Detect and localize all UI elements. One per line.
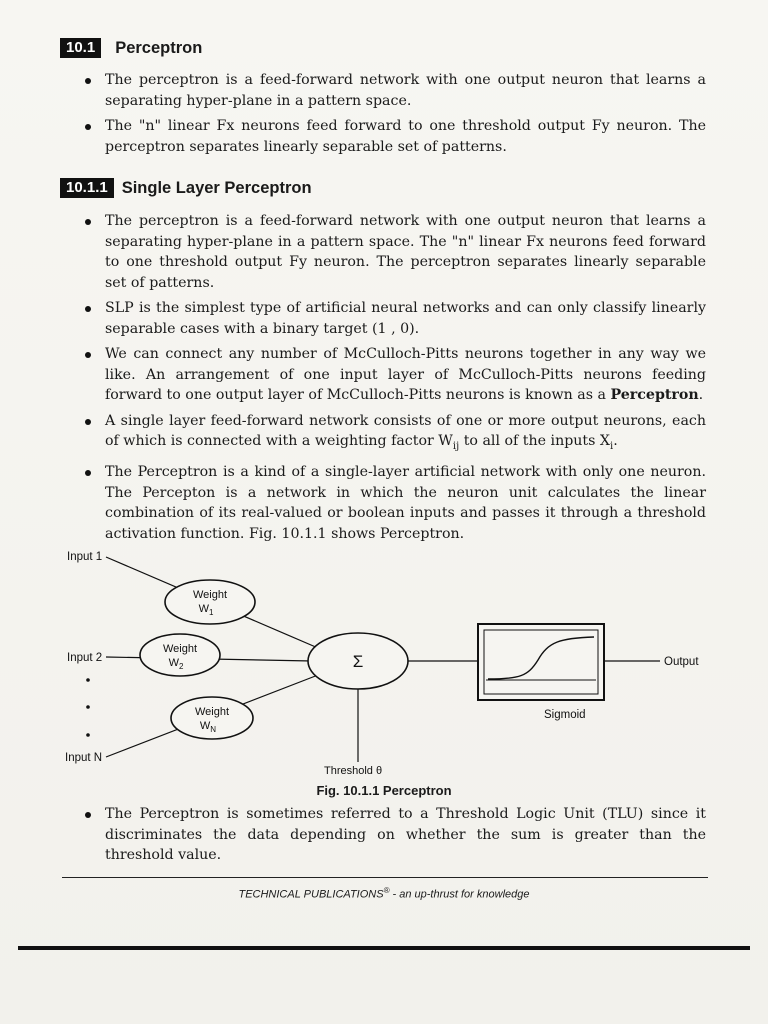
subsection-bullet-list bbox=[84, 211, 706, 549]
weight2-label: Weight bbox=[162, 643, 198, 655]
section-number: 10.1 bbox=[60, 38, 101, 58]
figure-caption: Fig. 10.1.1 Perceptron bbox=[316, 783, 452, 798]
subscript: i bbox=[610, 440, 614, 452]
subsection-bullet bbox=[84, 344, 706, 406]
w-letter: W bbox=[198, 603, 209, 615]
footer-divider bbox=[62, 877, 708, 878]
section-bullet: The "n" linear Fx neurons feed forward to one threshold output Fy neuron. The perceptron separates linearly separable set of patterns. bbox=[84, 116, 706, 157]
weightN-label: Weight bbox=[194, 706, 230, 718]
summation-symbol: Σ bbox=[352, 652, 364, 671]
page-footer bbox=[0, 886, 768, 901]
publisher-name: TECHNICAL PUBLICATIONS bbox=[238, 888, 384, 901]
w-subscript: 2 bbox=[178, 662, 184, 671]
bullet-text: . bbox=[613, 433, 618, 449]
bullet-text: A single layer feed-forward network consists of one or more output neurons, each of which is connected with a weighting factor W bbox=[105, 412, 706, 449]
bullet-text: We can connect any number of McCulloch-Pitts neurons together in any way we like. An arrangement of one input layer of McCulloch-Pitts neurons feeding forward to one output layer of McCulloch-Pitts neurons is known as a bbox=[105, 346, 706, 403]
perceptron-diagram bbox=[0, 540, 768, 790]
section-bullet: The perceptron is a feed-forward network with one output neuron that learns a separating hyper-plane in a pattern space. bbox=[84, 70, 706, 111]
final-bullet: The Perceptron is sometimes referred to a Threshold Logic Unit (TLU) since it discriminates the data depending on whether the sum is greater than the threshold value. bbox=[84, 804, 706, 866]
input2-label: Input 2 bbox=[67, 652, 103, 664]
input1-label: Input 1 bbox=[67, 551, 103, 563]
weight-node-1 bbox=[165, 580, 255, 624]
bullet-text: to all of the inputs X bbox=[459, 433, 611, 449]
w-letter: W bbox=[168, 657, 179, 669]
subsection-number: 10.1.1 bbox=[60, 178, 114, 198]
w-letter: W bbox=[199, 720, 211, 732]
w-subscript: N bbox=[210, 725, 217, 734]
bottom-rule bbox=[18, 946, 750, 950]
ellipsis-dot bbox=[86, 705, 90, 709]
subsection-bullet bbox=[84, 411, 706, 458]
subsection-title: Single Layer Perceptron bbox=[121, 178, 312, 197]
sigmoid-label: Sigmoid bbox=[544, 709, 586, 721]
weight1-label: Weight bbox=[192, 589, 228, 601]
ellipsis-dot bbox=[86, 733, 90, 737]
ellipsis-dot bbox=[86, 678, 90, 682]
final-bullet-list bbox=[84, 804, 706, 871]
output-label: Output bbox=[664, 656, 699, 668]
subsection-bullet: SLP is the simplest type of artificial neural networks and can only classify linearly separable cases with a binary target (1 , 0). bbox=[84, 298, 706, 339]
subsection-bullet: The Perceptron is a kind of a single-layer artificial network with only one neuron. The Percepton is a network in which the neuron unit calculates the linear combination of its real-valued or boolean inputs and passes it through a threshold activation function. Fig. 10.1.1 shows Perceptron. bbox=[84, 462, 706, 544]
sigmoid-box bbox=[478, 624, 604, 700]
subsection-heading bbox=[60, 178, 312, 198]
section-bullet-list bbox=[84, 70, 706, 162]
threshold-label: Threshold θ bbox=[324, 765, 383, 777]
perceptron-term: Perceptron bbox=[610, 387, 699, 403]
inputN-label: Input N bbox=[65, 752, 103, 764]
bullet-text: . bbox=[698, 387, 704, 403]
footer-tagline: - an up-thrust for knowledge bbox=[389, 888, 530, 901]
subscript: ij bbox=[452, 440, 460, 452]
section-title: Perceptron bbox=[115, 38, 203, 57]
w-subscript: 1 bbox=[208, 608, 214, 617]
section-heading bbox=[60, 38, 202, 58]
subsection-bullet: The perceptron is a feed-forward network with one output neuron that learns a separating hyper-plane in a pattern space. The "n" linear Fx neurons feed forward to one threshold output Fy neuron. The perceptron separates linearly separable set of patterns. bbox=[84, 211, 706, 293]
registered-mark: ® bbox=[383, 886, 390, 895]
